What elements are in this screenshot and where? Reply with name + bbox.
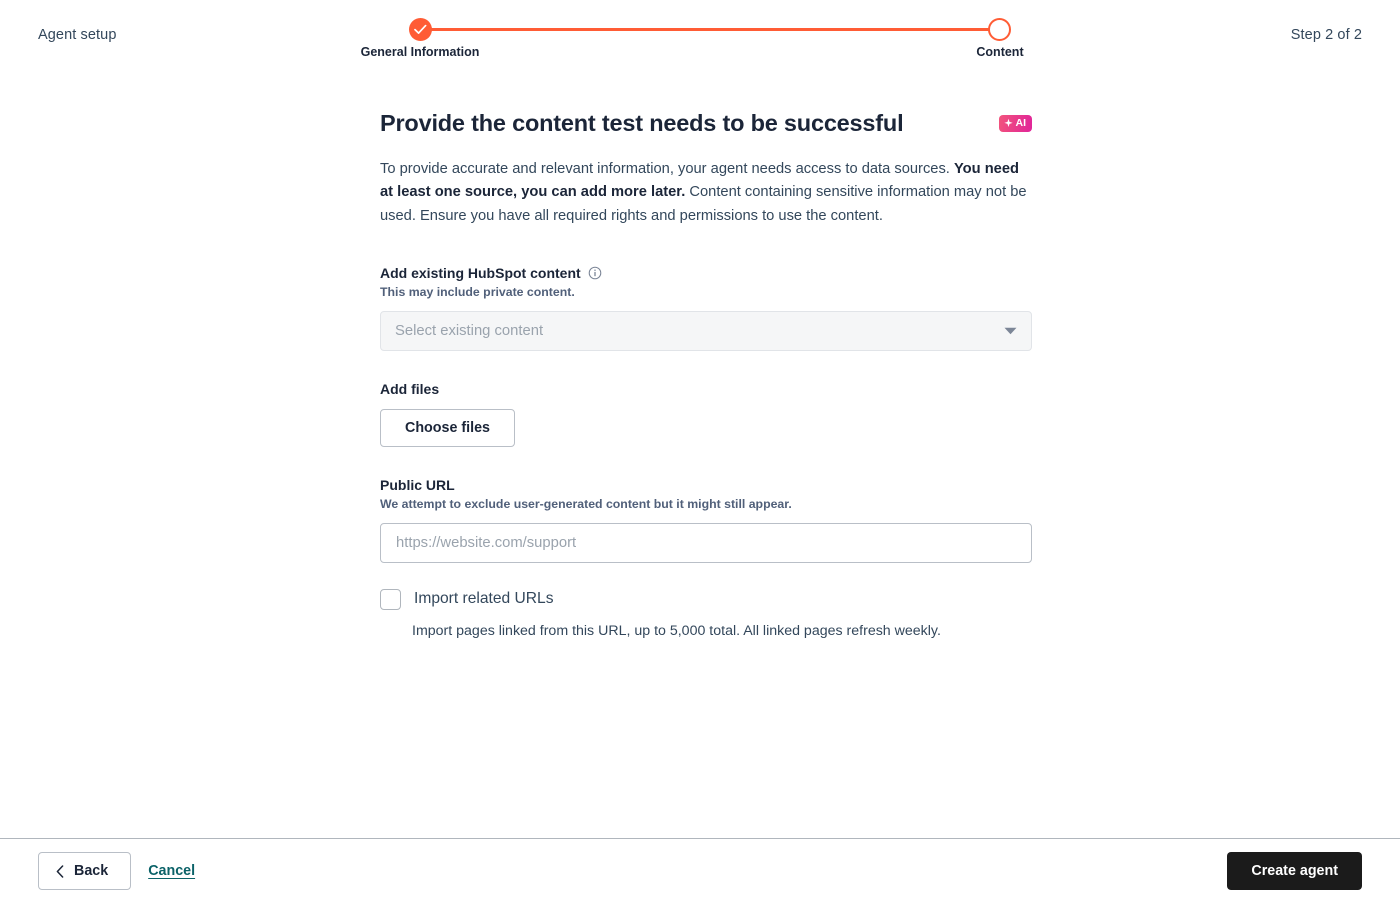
import-related-urls-row bbox=[380, 589, 1032, 610]
existing-content-select-value: Select existing content bbox=[395, 322, 544, 339]
public-url-field bbox=[380, 477, 1032, 563]
heading-row bbox=[380, 108, 1032, 139]
step-counter: Step 2 of 2 bbox=[1290, 27, 1362, 43]
sparkle-icon bbox=[1003, 118, 1014, 129]
check-icon bbox=[414, 24, 427, 35]
existing-content-select[interactable] bbox=[380, 311, 1032, 351]
ai-badge bbox=[999, 115, 1033, 132]
intro-part-2: Content containing sensitive information may not be used. Ensure you have all required rights and permissions to use the content. bbox=[380, 184, 1027, 225]
public-url-help: We attempt to exclude user-generated content but it might still appear. bbox=[380, 496, 792, 511]
import-related-urls-help: Import pages linked from this URL, up to 5,000 total. All linked pages refresh weekly. bbox=[412, 622, 941, 639]
public-url-input[interactable] bbox=[380, 523, 1032, 563]
choose-files-button[interactable]: Choose files bbox=[380, 409, 515, 447]
existing-content-help: This may include private content. bbox=[380, 284, 575, 299]
intro-part-1: To provide accurate and relevant information, your agent needs access to data sources. bbox=[380, 160, 954, 177]
add-files-field bbox=[380, 381, 1032, 447]
top-bar bbox=[0, 0, 1400, 78]
public-url-label: Public URL bbox=[380, 476, 455, 493]
progress-stepper bbox=[360, 18, 1024, 59]
chevron-left-icon bbox=[56, 865, 64, 878]
add-files-label: Add files bbox=[380, 380, 440, 397]
ai-badge-label: AI bbox=[1015, 117, 1026, 130]
back-button[interactable] bbox=[38, 852, 131, 890]
info-icon[interactable] bbox=[588, 266, 602, 280]
footer-left-group bbox=[38, 852, 195, 890]
footer-bar bbox=[0, 838, 1400, 900]
cancel-link[interactable]: Cancel bbox=[148, 863, 196, 879]
step-label-general-information: General Information bbox=[360, 45, 480, 59]
page-title: Provide the content test needs to be successful bbox=[380, 110, 904, 136]
back-button-label: Back bbox=[74, 863, 109, 879]
existing-content-label-row bbox=[380, 265, 1032, 281]
step-node-general-information[interactable] bbox=[409, 18, 432, 41]
content-column bbox=[380, 108, 1032, 642]
app-label: Agent setup bbox=[38, 27, 117, 43]
intro-paragraph bbox=[380, 158, 1032, 229]
import-related-urls-checkbox[interactable] bbox=[380, 589, 401, 610]
step-node-content[interactable] bbox=[988, 18, 1011, 41]
import-related-urls-label[interactable]: Import related URLs bbox=[414, 590, 554, 608]
stepper-progress-line bbox=[420, 28, 1000, 31]
public-url-label-row bbox=[380, 477, 1032, 493]
chevron-down-icon bbox=[1004, 327, 1017, 335]
create-agent-button[interactable]: Create agent bbox=[1227, 852, 1362, 890]
add-files-label-row bbox=[380, 381, 1032, 397]
existing-content-field bbox=[380, 265, 1032, 351]
step-label-content: Content bbox=[976, 45, 1024, 59]
existing-content-label: Add existing HubSpot content bbox=[380, 264, 581, 281]
intro-bold: You need at least one source, you can add more later. bbox=[380, 160, 1019, 201]
